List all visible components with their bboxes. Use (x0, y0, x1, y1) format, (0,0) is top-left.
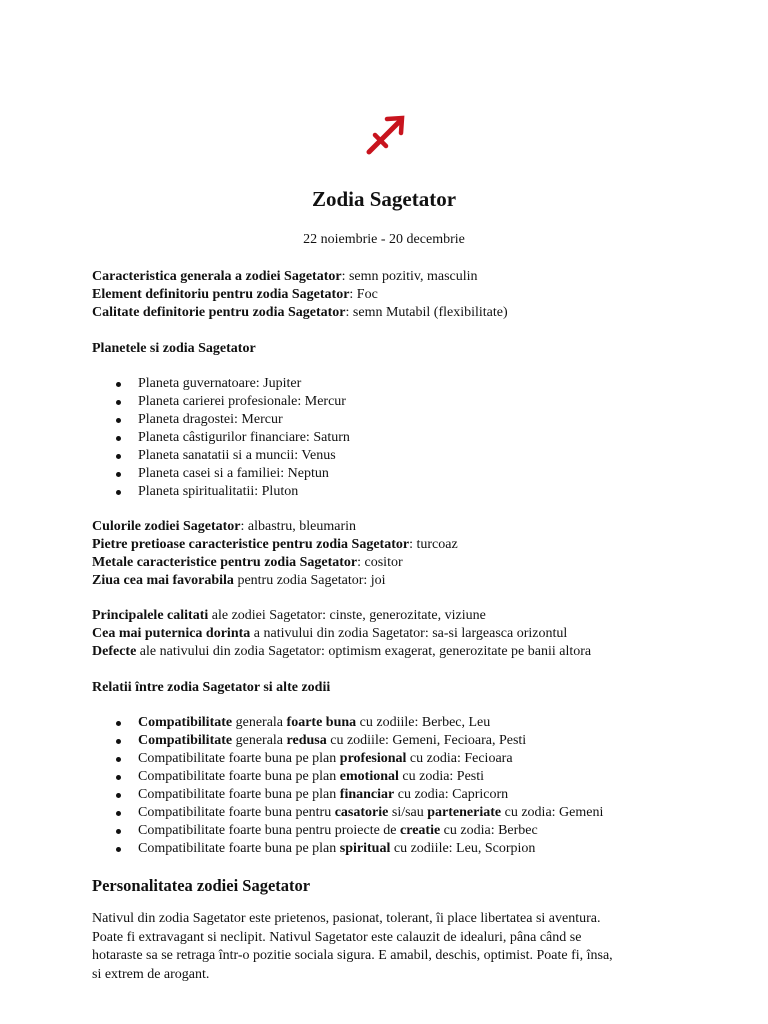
list-item: Planeta sanatatii si a muncii: Venus (92, 447, 350, 465)
list-item: Compatibilitate foarte buna pe plan financiar cu zodia: Capricorn (92, 786, 603, 804)
relations-list (92, 714, 603, 858)
planets-heading: Planetele si zodia Sagetator (92, 341, 256, 356)
attribute-line: Pietre pretioase caracteristice pentru zodia Sagetator: turcoaz (92, 537, 458, 552)
list-item: Planeta dragostei: Mercur (92, 411, 350, 429)
planets-list (92, 375, 350, 501)
sign-traits (92, 607, 692, 661)
trait-line: Defecte ale nativului din zodia Sagetator: optimism exagerat, generozitate pe banii altora (92, 644, 592, 659)
attribute-line: Ziua cea mai favorabila pentru zodia Sagetator: joi (92, 573, 386, 588)
sagittarius-arrow-icon (363, 113, 407, 157)
list-item: Compatibilitate generala redusa cu zodiile: Gemeni, Fecioara, Pesti (92, 732, 603, 750)
list-item: Compatibilitate generala foarte buna cu zodiile: Berbec, Leu (92, 714, 603, 732)
list-item: Compatibilitate foarte buna pe plan emotional cu zodia: Pesti (92, 768, 603, 786)
list-item: Planeta carierei profesionale: Mercur (92, 393, 350, 411)
list-item: Planeta spiritualitatii: Pluton (92, 483, 350, 501)
general-line: Element definitoriu pentru zodia Sagetator: Foc (92, 287, 378, 302)
attribute-line: Metale caracteristice pentru zodia Sagetator: cositor (92, 555, 403, 570)
personality-heading: Personalitatea zodiei Sagetator (92, 876, 311, 895)
relations-heading: Relatii între zodia Sagetator si alte zodii (92, 680, 331, 695)
personality-paragraph: Nativul din zodia Sagetator este prietenos, pasionat, tolerant, îi place libertatea si aventura. Poate fi extravagant si neclipit. Nativul Sagetator este calauzit de idealuri, pâna când se hotaraste sa se retraga într-o pozitie sociala sigura. E amabil, deschis, optimist. Poate fi, însa, si extrem de arogant. (92, 911, 613, 982)
list-item: Compatibilitate foarte buna pentru casatorie si/sau parteneriate cu zodia: Gemeni (92, 804, 603, 822)
date-range: 22 noiembrie - 20 decembrie (303, 232, 465, 247)
list-item: Compatibilitate foarte buna pe plan profesional cu zodia: Fecioara (92, 750, 603, 768)
list-item: Planeta guvernatoare: Jupiter (92, 375, 350, 393)
page-title: Zodia Sagetator (311, 187, 457, 211)
list-item: Compatibilitate foarte buna pe plan spiritual cu zodiile: Leu, Scorpion (92, 840, 603, 858)
attribute-line: Culorile zodiei Sagetator: albastru, bleumarin (92, 519, 356, 534)
list-item: Compatibilitate foarte buna pentru proiecte de creatie cu zodia: Berbec (92, 822, 603, 840)
sign-attributes (92, 518, 692, 590)
general-line: Caracteristica generala a zodiei Sagetator: semn pozitiv, masculin (92, 269, 478, 284)
general-line: Calitate definitorie pentru zodia Sagetator: semn Mutabil (flexibilitate) (92, 305, 508, 320)
trait-line: Cea mai puternica dorinta a nativului din zodia Sagetator: sa-si largeasca orizontul (92, 626, 568, 641)
general-characteristics (92, 268, 692, 322)
list-item: Planeta câstigurilor financiare: Saturn (92, 429, 350, 447)
trait-line: Principalele calitati ale zodiei Sagetator: cinste, generozitate, viziune (92, 608, 486, 623)
list-item: Planeta casei si a familiei: Neptun (92, 465, 350, 483)
